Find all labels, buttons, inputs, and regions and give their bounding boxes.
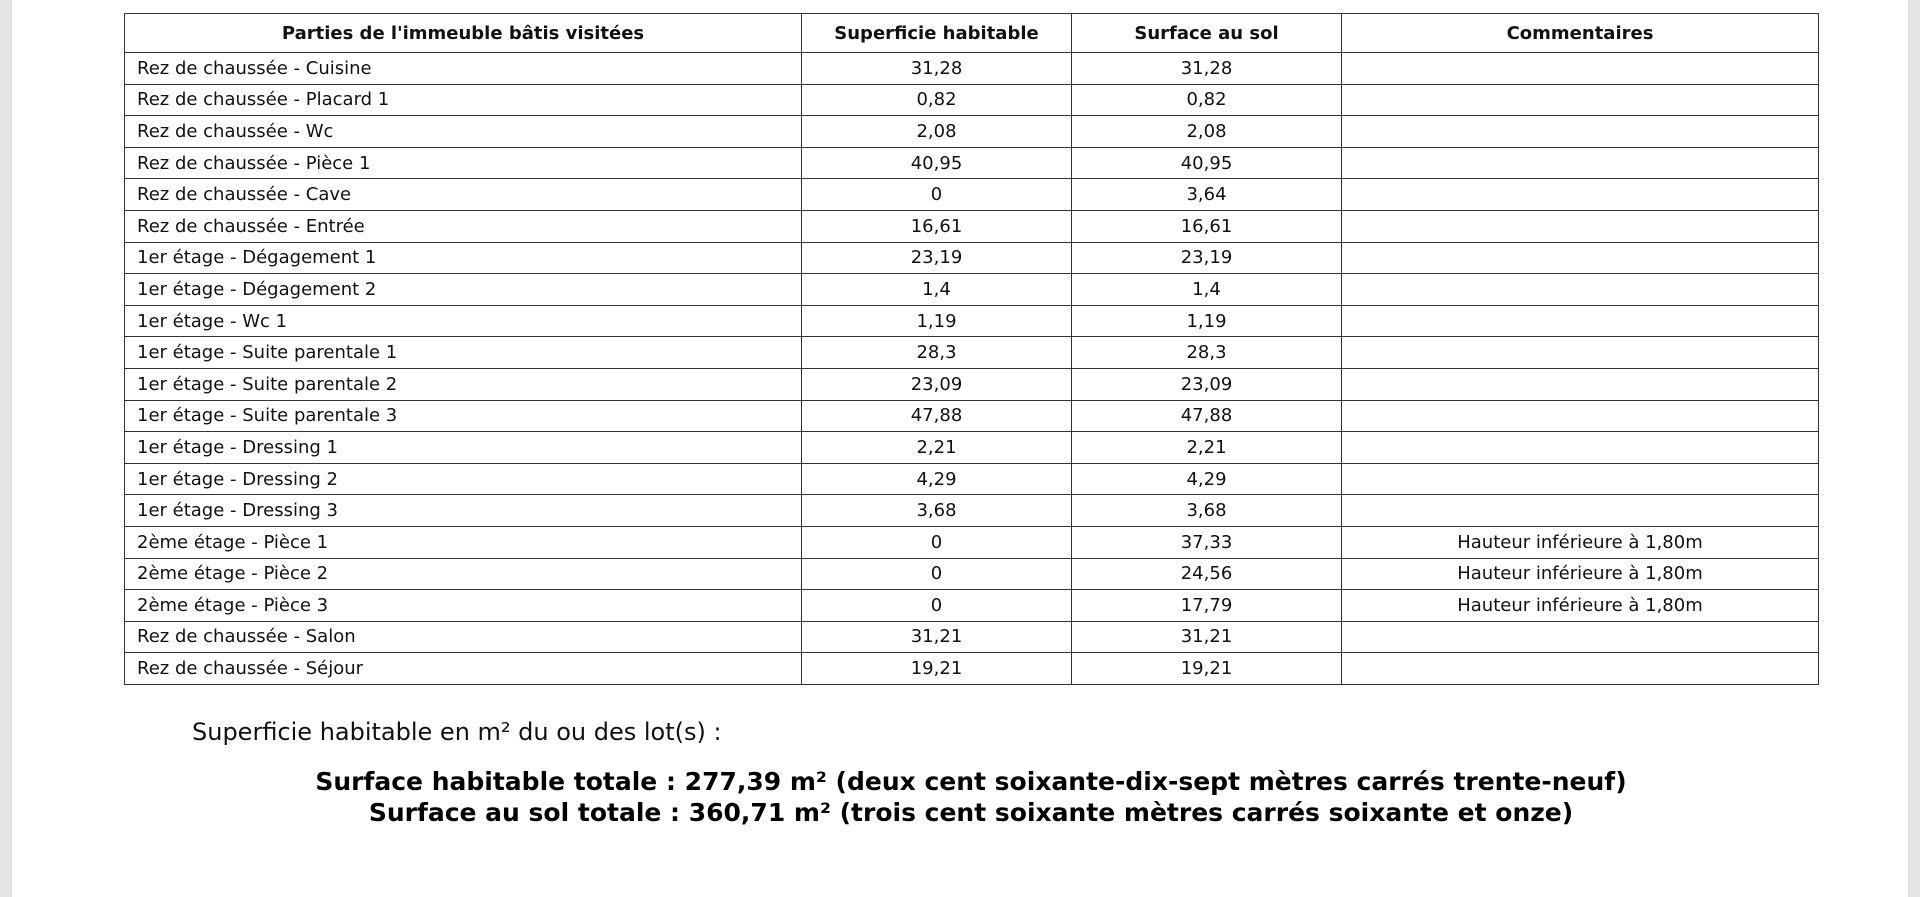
header-room: Parties de l'immeuble bâtis visitées [125,14,802,53]
table-row [125,368,1819,400]
room-cell: 2ème étage - Pièce 2 [125,558,802,590]
habitable-cell: 23,09 [802,368,1072,400]
habitable-cell: 31,28 [802,53,1072,85]
table-row [125,337,1819,369]
room-cell: 2ème étage - Pièce 1 [125,526,802,558]
comment-cell [1342,621,1819,653]
comment-cell: Hauteur inférieure à 1,80m [1342,558,1819,590]
habitable-cell: 40,95 [802,147,1072,179]
room-cell: Rez de chaussée - Salon [125,621,802,653]
habitable-cell: 19,21 [802,653,1072,685]
habitable-cell: 0,82 [802,84,1072,116]
table-row [125,653,1819,685]
room-cell: 2ème étage - Pièce 3 [125,590,802,622]
table-row [125,210,1819,242]
comment-cell [1342,147,1819,179]
sol-cell: 4,29 [1072,463,1342,495]
sol-cell: 47,88 [1072,400,1342,432]
sol-cell: 0,82 [1072,84,1342,116]
sol-cell: 17,79 [1072,590,1342,622]
table-row [125,147,1819,179]
table-row [125,558,1819,590]
habitable-cell: 0 [802,558,1072,590]
room-cell: Rez de chaussée - Cuisine [125,53,802,85]
sol-cell: 23,09 [1072,368,1342,400]
table-body [125,53,1819,685]
habitable-cell: 31,21 [802,621,1072,653]
sol-cell: 3,68 [1072,495,1342,527]
sol-cell: 31,28 [1072,53,1342,85]
sol-cell: 1,19 [1072,305,1342,337]
sol-cell: 28,3 [1072,337,1342,369]
habitable-cell: 0 [802,526,1072,558]
habitable-cell: 47,88 [802,400,1072,432]
comment-cell [1342,653,1819,685]
habitable-cell: 0 [802,179,1072,211]
habitable-cell: 23,19 [802,242,1072,274]
habitable-cell: 3,68 [802,495,1072,527]
table-row [125,84,1819,116]
habitable-cell: 1,19 [802,305,1072,337]
habitable-cell: 16,61 [802,210,1072,242]
room-cell: 1er étage - Dressing 3 [125,495,802,527]
room-cell: 1er étage - Dressing 2 [125,463,802,495]
table-row [125,242,1819,274]
header-habitable: Superficie habitable [802,14,1072,53]
comment-cell [1342,400,1819,432]
sol-cell: 19,21 [1072,653,1342,685]
total-habitable: Surface habitable totale : 277,39 m² (deux cent soixante-dix-sept mètres carrés trente-neuf) [315,767,1627,796]
document-page [12,0,1908,897]
room-cell: 1er étage - Suite parentale 2 [125,368,802,400]
table-row [125,53,1819,85]
habitable-cell: 2,08 [802,116,1072,148]
habitable-cell: 2,21 [802,432,1072,464]
room-cell: Rez de chaussée - Cave [125,179,802,211]
comment-cell [1342,337,1819,369]
comment-cell: Hauteur inférieure à 1,80m [1342,526,1819,558]
habitable-cell: 1,4 [802,274,1072,306]
comment-cell [1342,463,1819,495]
sol-cell: 23,19 [1072,242,1342,274]
room-cell: 1er étage - Suite parentale 1 [125,337,802,369]
comment-cell [1342,210,1819,242]
room-cell: Rez de chaussée - Pièce 1 [125,147,802,179]
table-row [125,526,1819,558]
comment-cell [1342,368,1819,400]
table-row [125,116,1819,148]
rooms-surface-table [124,13,1819,685]
sol-cell: 16,61 [1072,210,1342,242]
summary-intro: Superficie habitable en m² du ou des lot(s) : [192,718,722,746]
sol-cell: 1,4 [1072,274,1342,306]
total-sol: Surface au sol totale : 360,71 m² (trois cent soixante mètres carrés soixante et onze) [368,798,1574,827]
habitable-cell: 28,3 [802,337,1072,369]
room-cell: Rez de chaussée - Séjour [125,653,802,685]
totals-block [124,766,1818,828]
room-cell: 1er étage - Dégagement 2 [125,274,802,306]
table-row [125,305,1819,337]
sol-cell: 37,33 [1072,526,1342,558]
habitable-cell: 0 [802,590,1072,622]
table-row [125,463,1819,495]
room-cell: 1er étage - Dégagement 1 [125,242,802,274]
table-row [125,179,1819,211]
comment-cell [1342,274,1819,306]
room-cell: 1er étage - Wc 1 [125,305,802,337]
comment-cell [1342,495,1819,527]
comment-cell [1342,84,1819,116]
table-row [125,274,1819,306]
sol-cell: 3,64 [1072,179,1342,211]
sol-cell: 31,21 [1072,621,1342,653]
header-comments: Commentaires [1342,14,1819,53]
room-cell: 1er étage - Suite parentale 3 [125,400,802,432]
room-cell: 1er étage - Dressing 1 [125,432,802,464]
comment-cell [1342,53,1819,85]
habitable-cell: 4,29 [802,463,1072,495]
table-row [125,590,1819,622]
table-row [125,400,1819,432]
table-row [125,495,1819,527]
sol-cell: 2,08 [1072,116,1342,148]
comment-cell [1342,116,1819,148]
table-row [125,432,1819,464]
table-row [125,621,1819,653]
header-sol: Surface au sol [1072,14,1342,53]
comment-cell [1342,179,1819,211]
comment-cell [1342,305,1819,337]
comment-cell [1342,242,1819,274]
comment-cell: Hauteur inférieure à 1,80m [1342,590,1819,622]
comment-cell [1342,432,1819,464]
sol-cell: 2,21 [1072,432,1342,464]
room-cell: Rez de chaussée - Entrée [125,210,802,242]
sol-cell: 40,95 [1072,147,1342,179]
room-cell: Rez de chaussée - Wc [125,116,802,148]
table-header-row [125,14,1819,53]
sol-cell: 24,56 [1072,558,1342,590]
room-cell: Rez de chaussée - Placard 1 [125,84,802,116]
